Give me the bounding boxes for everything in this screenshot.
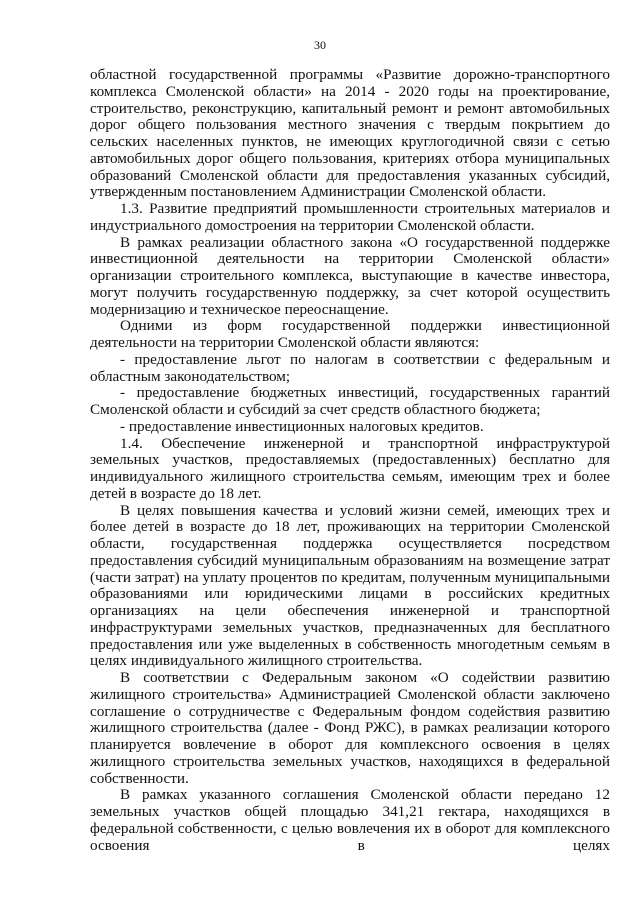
paragraph-section-1-4: 1.4. Обеспечение инженерной и транспортной инфраструктурой земельных участков, предоставляемых (предоставленных) бесплатно для индивидуального жилищного строительства семьям, имеющим трех и более детей в возрасте до 18 лет. (90, 434, 610, 502)
paragraph-investment-law: В рамках реализации областного закона «О государственной поддержке инвестиционной деятельности на территории Смоленской области» организации строительного комплекса, выступающие в качестве инвестора, могут получить государственную поддержку, за счет которой осуществить модернизацию и техническое переоснащение. (90, 233, 610, 318)
list-item-tax-credits: - предоставление инвестиционных налоговых кредитов. (120, 417, 484, 435)
paragraph-federal-law-agreement: В соответствии с Федеральным законом «О содействии развитию жилищного строительства» Администрацией Смоленской области заключено соглашение о сотрудничестве с Федеральным фондом содействия развитию жилищного строительства (далее - Фонд РЖС), в рамках реализации которого планируется вовлечение в оборот для комплексного освоения в целях жилищного строительства земельных участков, находящихся в федеральной собственности. (90, 669, 610, 787)
page-number: 30 (314, 38, 326, 52)
list-item-budget-investments: - предоставление бюджетных инвестиций, государственных гарантий Смоленской области и субсидий за счет средств областного бюджета; (90, 384, 610, 418)
paragraph-large-families-support: В целях повышения качества и условий жизни семей, имеющих трех и более детей в возрасте до 18 лет, проживающих на территории Смоленской области, государственная поддержка осуществляется посредством предоставления субсидий муниципальным образованиям на возмещение затрат (части затрат) на уплату процентов по кредитам, полученным муниципальными образованиями или юридическими лицами в российских кредитных организациях на цели обеспечения инженерной и транспортной инфраструктурами земельных участков, предназначенных для бесплатного предоставления или уже выделенных в собственность многодетным семьям в целях индивидуального жилищного строительства. (90, 501, 610, 670)
paragraph-section-1-3: 1.3. Развитие предприятий промышленности строительных материалов и индустриального домостроения на территории Смоленской области. (90, 200, 610, 234)
paragraph-program-continuation: областной государственной программы «Развитие дорожно-транспортного комплекса Смоленской области» на 2014 - 2020 годы на проектирование, строительство, реконструкцию, капитальный ремонт и ремонт автомобильных дорог общего пользования местного значения с твердым покрытием до сельских населенных пунктов, не имеющих круглогодичной связи с сетью автомобильных дорог общего пользования, критериях отбора муниципальных образований Смоленской области для предоставления указанных субсидий, утвержденным постановлением Администрации Смоленской области. (90, 66, 610, 201)
list-item-tax-benefits: - предоставление льгот по налогам в соответствии с федеральным и областным законодательством; (90, 350, 610, 385)
document-body (90, 67, 610, 854)
paragraph-support-forms: Одними из форм государственной поддержки инвестиционной деятельности на территории Смоленской области являются: (90, 317, 610, 351)
paragraph-land-transfer: В рамках указанного соглашения Смоленской области передано 12 земельных участков общей площадью 341,21 гектара, находящихся в федеральной собственности, с целью вовлечения их в оборот для комплексного освоения в целях (90, 786, 610, 854)
